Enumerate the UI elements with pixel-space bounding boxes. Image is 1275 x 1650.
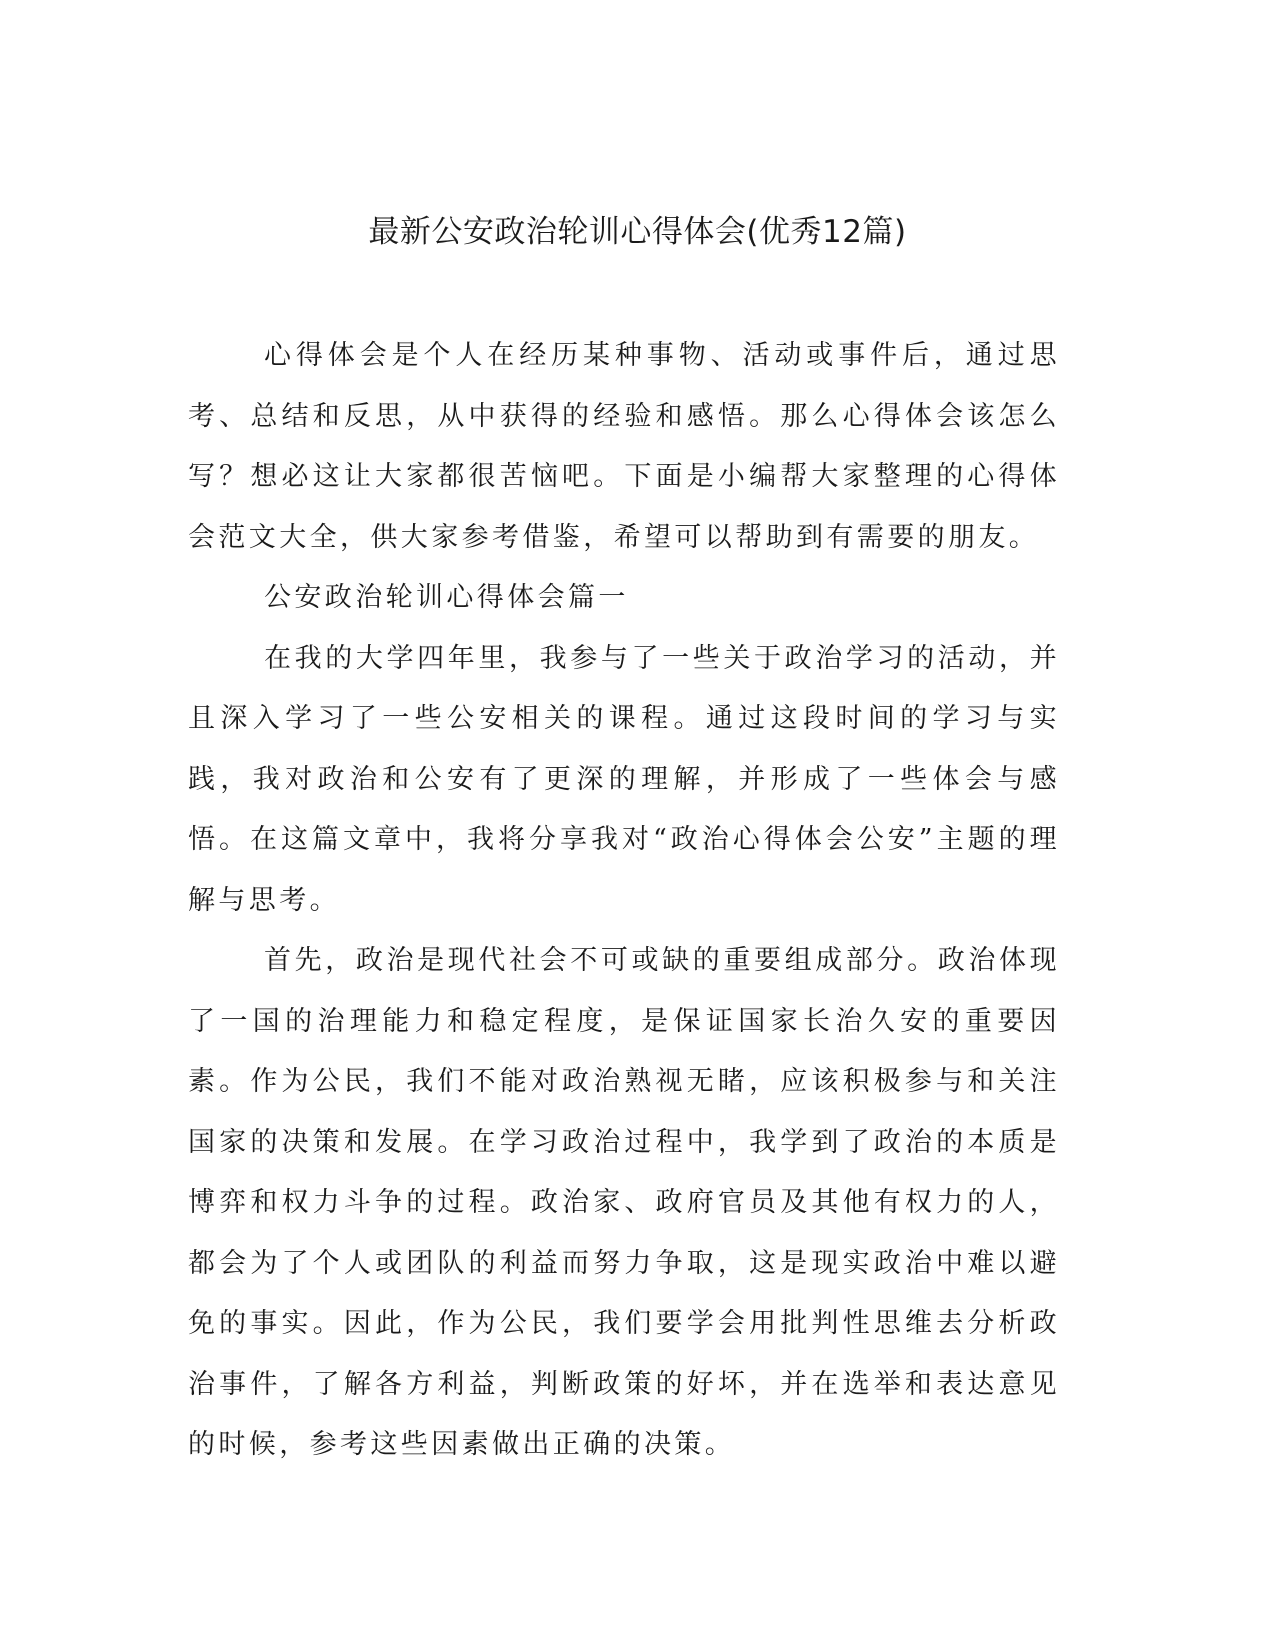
- section-heading: 公安政治轮训心得体会篇一: [264, 582, 629, 613]
- document-title: 最新公安政治轮训心得体会(优秀12篇): [368, 214, 907, 250]
- body-paragraph: 在我的大学四年里，我参与了一些关于政治学习的活动，并且深入学习了一些公安相关的课程。通过这段时间的学习与实践，我对政治和公安有了更深的理解，并形成了一些体会与感悟。在这篇文章中，我将分享我对“政治心得体会公安”主题的理解与思考。: [188, 642, 1060, 916]
- document-body: [188, 326, 1060, 1476]
- body-paragraph: 首先，政治是现代社会不可或缺的重要组成部分。政治体现了一国的治理能力和稳定程度，是保证国家长治久安的重要因素。作为公民，我们不能对政治熟视无睹，应该积极参与和关注国家的决策和发展。在学习政治过程中，我学到了政治的本质是博弈和权力斗争的过程。政治家、政府官员及其他有权力的人，都会为了个人或团队的利益而努力争取，这是现实政治中难以避免的事实。因此，作为公民，我们要学会用批判性思维去分析政治事件，了解各方利益，判断政策的好坏，并在选举和表达意见的时候，参考这些因素做出正确的决策。: [188, 945, 1060, 1460]
- intro-paragraph: 心得体会是个人在经历某种事物、活动或事件后，通过思考、总结和反思，从中获得的经验和感悟。那么心得体会该怎么写？想必这让大家都很苦恼吧。下面是小编帮大家整理的心得体会范文大全，供大家参考借鉴，希望可以帮助到有需要的朋友。: [188, 340, 1060, 553]
